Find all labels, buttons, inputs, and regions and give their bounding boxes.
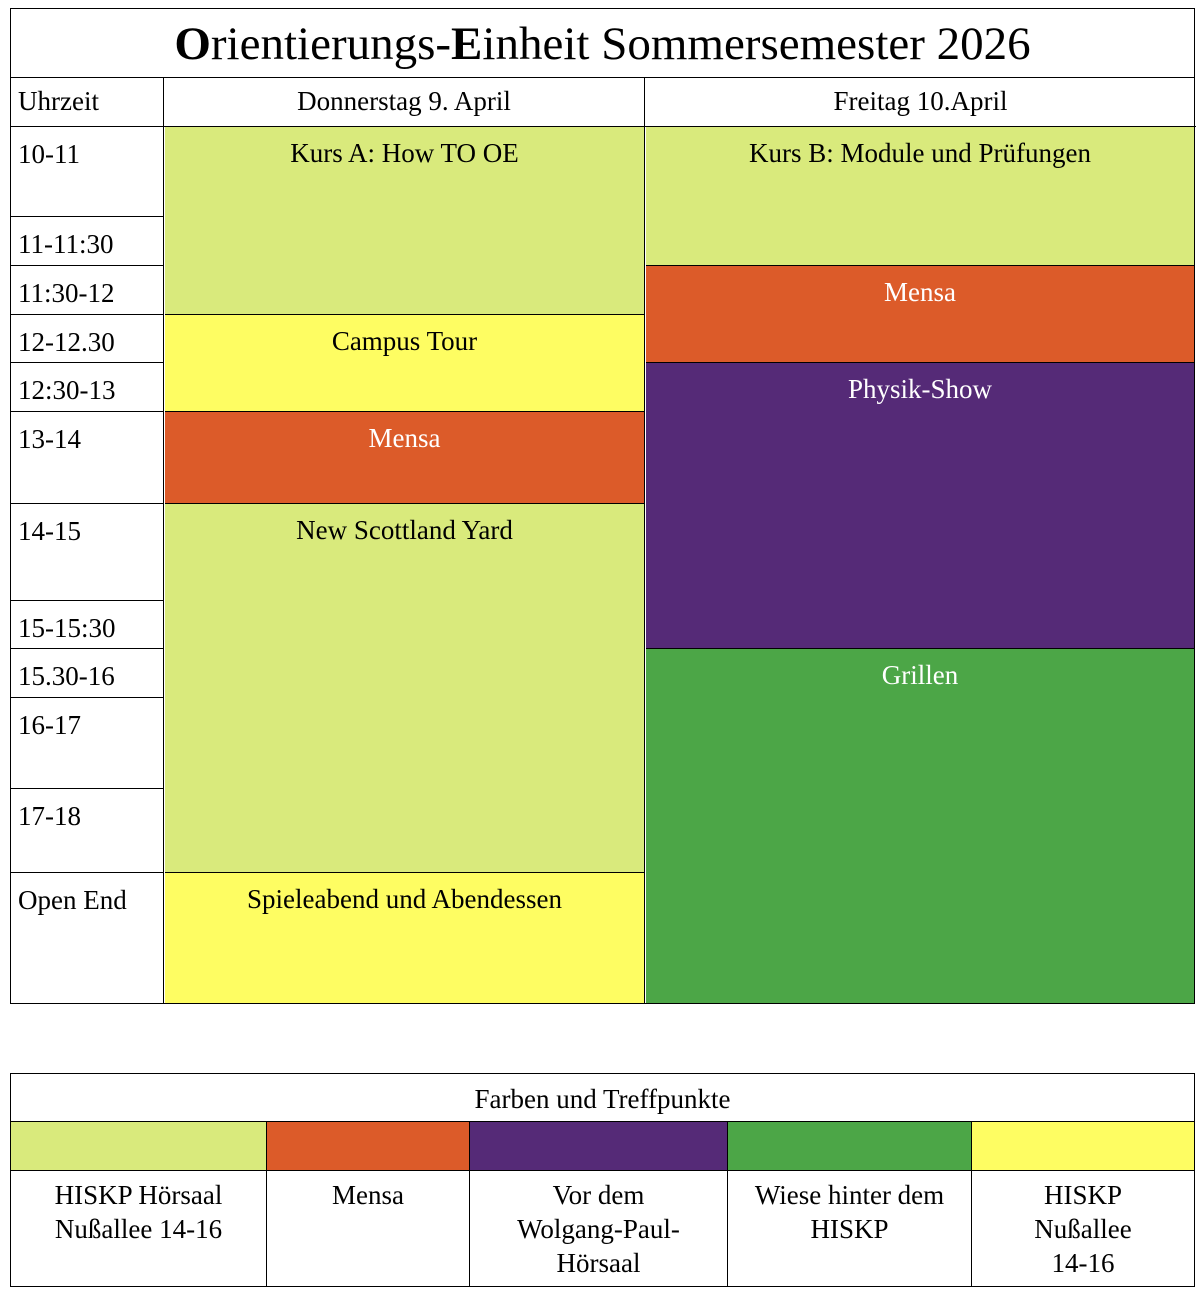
event-new-scotland-yard: New Scottland Yard: [165, 504, 644, 873]
time-slot: 14-15: [11, 504, 164, 601]
event-grillen: Grillen: [646, 649, 1194, 1003]
event-mensa-thursday: Mensa: [165, 412, 644, 504]
time-slot: 11:30-12: [11, 266, 164, 315]
time-slot: 11-11:30: [11, 217, 164, 266]
legend-line: Mensa: [332, 1180, 404, 1210]
time-slot: 10-11: [11, 127, 164, 217]
legend-line: Nußallee 14-16: [54, 1214, 223, 1244]
event-kurs-b: Kurs B: Module und Prüfungen: [646, 127, 1194, 266]
time-slot: Open End: [18, 885, 127, 915]
legend-swatch-yellow: [972, 1122, 1194, 1171]
time-slot: 16-17: [11, 698, 164, 789]
event-mensa-friday: Mensa: [646, 266, 1194, 363]
time-slot: 12-12.30: [11, 315, 164, 363]
legend-swatch-purple: [470, 1122, 727, 1171]
event-kurs-a: Kurs A: How TO OE: [165, 127, 644, 315]
legend-swatch-orange: [267, 1122, 469, 1171]
header-thursday: Donnerstag 9. April: [164, 78, 644, 127]
time-slot: 12:30-13: [11, 363, 164, 412]
legend-location: [470, 1171, 727, 1286]
legend-divider: [727, 1122, 728, 1286]
legend-location: [11, 1171, 266, 1286]
legend-swatch-green: [728, 1122, 971, 1171]
time-slot: 15.30-16: [11, 649, 164, 698]
legend-line: Nußallee: [1034, 1214, 1132, 1244]
legend-divider: [971, 1122, 972, 1286]
legend-divider: [266, 1122, 267, 1286]
schedule-table: [10, 8, 1195, 1004]
legend-line: Hörsaal: [556, 1248, 641, 1278]
time-slot: 13-14: [11, 412, 164, 504]
column-divider: [163, 78, 164, 1003]
legend-line: HISKP: [810, 1214, 889, 1244]
legend-line: HISKP Hörsaal: [54, 1180, 223, 1210]
legend-line: HISKP: [1043, 1180, 1123, 1210]
event-campus-tour: Campus Tour: [165, 315, 644, 412]
legend-table: [10, 1073, 1195, 1287]
time-slot: 15-15:30: [11, 601, 164, 649]
legend-location: [267, 1171, 469, 1286]
legend-line: Vor dem: [552, 1180, 645, 1210]
header-time: Uhrzeit: [11, 78, 164, 127]
legend-location: [728, 1171, 971, 1286]
column-divider: [644, 78, 645, 1003]
legend-line: Wiese hinter dem: [754, 1180, 945, 1210]
time-slot: 17-18: [11, 789, 164, 873]
page-title: Orientierungs-Einheit Sommersemester 2026: [11, 9, 1194, 78]
event-physik-show: Physik-Show: [646, 363, 1194, 649]
legend-line: Wolgang-Paul-: [517, 1214, 680, 1244]
header-friday: Freitag 10.April: [645, 78, 1196, 127]
legend-divider: [469, 1122, 470, 1286]
legend-location: [972, 1171, 1194, 1286]
legend-title: Farben und Treffpunkte: [11, 1074, 1194, 1122]
legend-swatch-lightgreen: [11, 1122, 266, 1171]
legend-line: 14-16: [1051, 1248, 1115, 1278]
event-spieleabend: Spieleabend und Abendessen: [165, 873, 644, 1003]
